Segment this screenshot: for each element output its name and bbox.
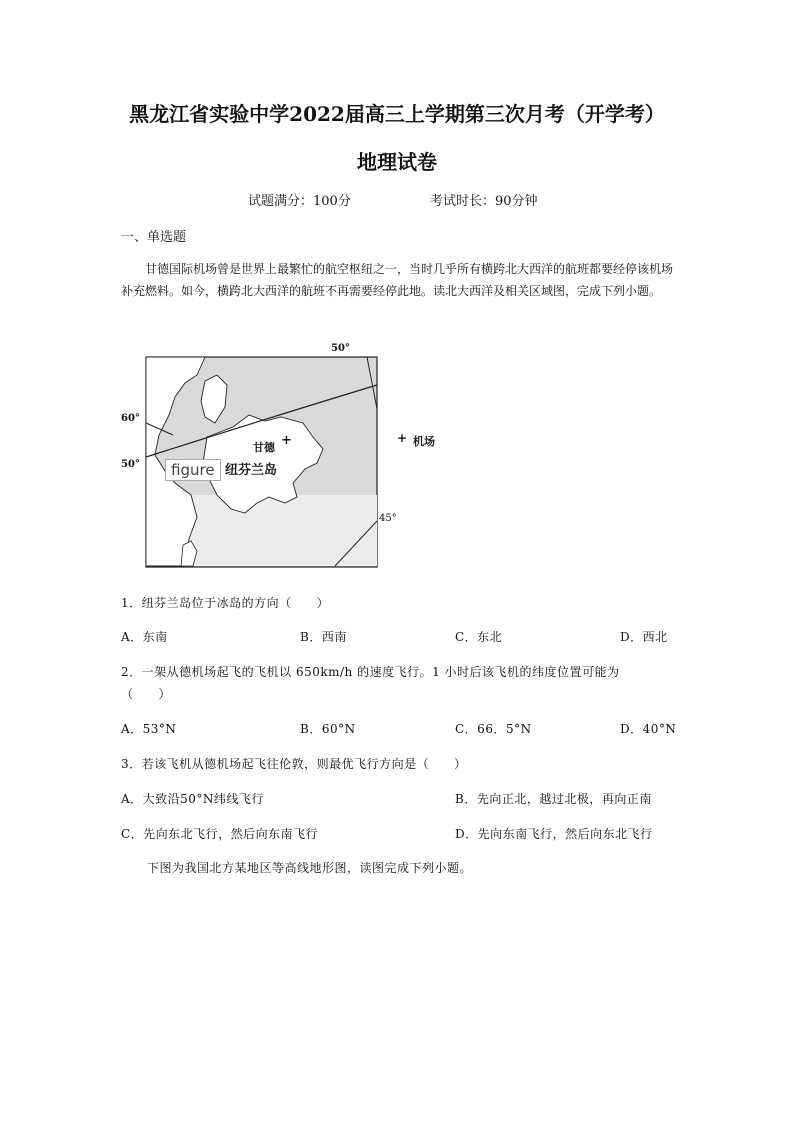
label-lat-60: 60°	[121, 413, 140, 424]
q1-option-d: D．西北	[620, 630, 668, 644]
q3-option-d: D．先向东南飞行，然后向东北飞行	[455, 827, 653, 841]
q1-option-c: C．东北	[455, 630, 503, 644]
q3-option-c: C．先向东北飞行，然后向东南飞行	[121, 827, 319, 841]
q2-option-a: A．53°N	[121, 722, 177, 736]
question-1-stem: 1．纽芬兰岛位于冰岛的方向（ ）	[121, 596, 330, 610]
question-3-stem: 3．若该飞机从德机场起飞往伦敦，则最优飞行方向是（ ）	[121, 757, 467, 771]
passage-1: 甘德国际机场曾是世界上最繁忙的航空枢纽之一，当时几乎所有横跨北大西洋的航班都要经停该机场补充燃料。如今，横跨北大西洋的航班不再需要经停此地。读北大西洋及相关区域图，完成下列小题。	[121, 262, 674, 298]
figure-tag: figure	[165, 459, 221, 481]
label-lat-50-left: 50°	[121, 459, 140, 470]
page-title: 黑龙江省实验中学2022届高三上学期第三次月考（开学考）	[129, 102, 665, 126]
legend-airport-label: 机场	[413, 435, 435, 448]
q3-option-b: B．先向正北，越过北极，再向正南	[455, 792, 652, 806]
score-info: 试题满分：100分	[248, 194, 351, 209]
island-label: 纽芬兰岛	[225, 463, 278, 478]
north-atlantic-map	[121, 343, 445, 570]
legend-airport-icon: +	[397, 431, 408, 445]
q2-option-c: C．66．5°N	[455, 722, 532, 736]
time-info: 考试时长：90分钟	[430, 194, 538, 209]
page-subtitle: 地理试卷	[357, 150, 437, 174]
q2-option-d: D．40°N	[620, 722, 677, 736]
q3-option-a: A．大致沿50°N纬线飞行	[121, 792, 264, 806]
southern-sea-area	[181, 495, 377, 566]
airport-marker-icon: +	[281, 433, 292, 448]
label-lat-45: 45°	[379, 513, 397, 524]
passage-2: 下图为我国北方某地区等高线地形图，读图完成下列小题。	[147, 861, 473, 875]
city-label-gander: 甘德	[253, 441, 275, 454]
label-lat-50-top: 50°	[331, 343, 350, 354]
question-2-stem-cont: （ ）	[121, 687, 172, 701]
q1-option-b: B．西南	[300, 630, 347, 644]
q2-option-b: B．60°N	[300, 722, 356, 736]
map-svg	[145, 345, 445, 570]
question-2-stem: 2．一架从德机场起飞的飞机以 650km/h 的速度飞行。1 小时后该飞机的纬度位置可能为	[121, 665, 620, 679]
section-heading: 一、单选题	[121, 230, 187, 245]
q1-option-a: A．东南	[121, 630, 168, 644]
